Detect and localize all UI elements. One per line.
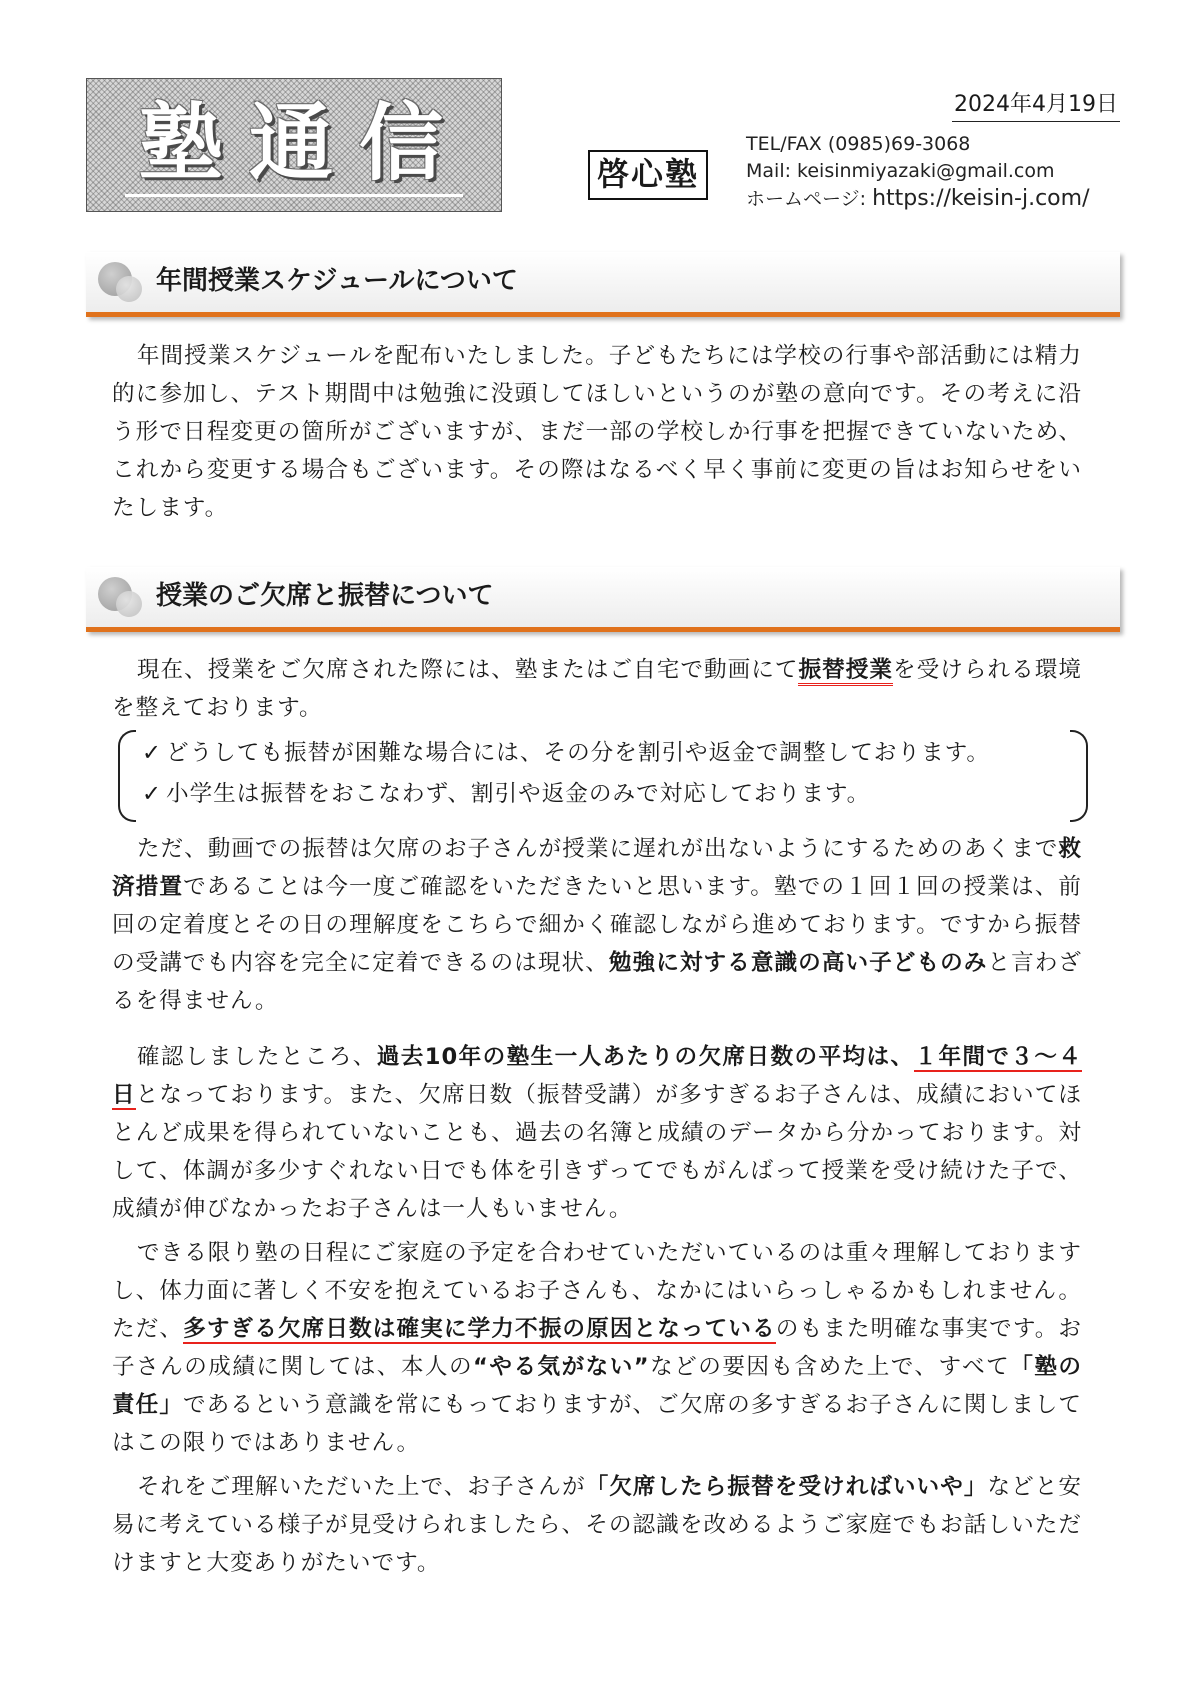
emphasis-no-motivation: “やる気がない” <box>473 1354 650 1380</box>
check-list-item <box>142 774 870 814</box>
emphasis-makeup-class: 振替授業 <box>798 657 893 686</box>
absence-paragraph-4 <box>112 1234 1082 1462</box>
school-name: 啓心塾 <box>588 150 708 200</box>
absence-paragraph-2 <box>112 830 1082 1020</box>
text-run: と言わざるを得ません。 <box>112 950 1083 1014</box>
text-run: を受けられる環境を整えております。 <box>112 657 1083 721</box>
homepage <box>746 185 1089 213</box>
emphasis-quote: 「欠席したら振替を受ければいいや」 <box>585 1474 988 1500</box>
text-run: ただ、動画での振替は欠席のお子さんが授業に遅れが出ないようにするためのあくまで <box>136 836 1059 862</box>
check-item-text: 小学生は振替をおこなわず、割引や返金のみで対応しております。 <box>166 781 871 807</box>
check-icon: ✓ <box>142 781 162 807</box>
bullet-circle-icon <box>116 276 142 302</box>
homepage-link[interactable]: https://keisin-j.com/ <box>872 186 1090 211</box>
section-title: 授業のご欠席と振替について <box>156 581 494 611</box>
title-underline <box>125 194 463 197</box>
text-run: それをご理解いただいた上で、お子さんが <box>136 1474 586 1500</box>
homepage-label: ホームページ: <box>746 188 873 210</box>
emphasis-days-per-year: １年間で３～４日 <box>112 1044 1082 1108</box>
emphasis-motivated-kids: 勉強に対する意識の高い子どものみ <box>608 950 988 976</box>
text-run: であるという意識を常にもっておりますが、ご欠席の多すぎるお子さんに関しましてはこの限りではありません。 <box>112 1392 1083 1456</box>
tel-fax: TEL/FAX (0985)69-3068 <box>746 133 971 155</box>
text-run: 確認しましたところ、 <box>136 1044 377 1070</box>
emphasis-relief: 救済措置 <box>112 836 1082 900</box>
text-run: のもまた明確な事実です。お子さんの成績に関しては、本人の <box>112 1316 1083 1380</box>
check-list-item <box>142 733 990 773</box>
text-run: などと安易に考えている様子が見受けられましたら、その認識を改めるようご家庭でもお話しいただけますと大変ありがたいです。 <box>112 1474 1082 1576</box>
section-title: 年間授業スケジュールについて <box>156 266 518 296</box>
text-run: であることは今一度ご確認をいただきたいと思います。塾での１回１回の授業は、前回の定着度とその日の理解度をこちらで細かく確認しながら進めております。ですから振替の受講でも内容を完全に定着できるのは現状、 <box>112 874 1082 976</box>
contact-info <box>746 131 1089 213</box>
issue-date: 2024年4月19日 <box>952 90 1120 122</box>
text-run: 現在、授業をご欠席された際には、塾またはご自宅で動画にて <box>136 657 799 683</box>
newsletter-title: 塾通信 <box>138 94 469 192</box>
check-icon: ✓ <box>142 740 162 766</box>
text-run: などの要因も含めた上で、すべて <box>649 1354 1011 1380</box>
check-item-text: どうしても振替が困難な場合には、その分を割引や返金で調整しております。 <box>166 740 990 766</box>
emphasis-cause: 多すぎる欠席日数は確実に学力不振の原因となっている <box>183 1316 776 1342</box>
left-bracket <box>118 730 136 822</box>
section-header-absence <box>86 567 1120 632</box>
text-run: となっております。また、欠席日数（振替受講）が多すぎるお子さんは、成績においてほとんど成果を得られていないことも、過去の名簿と成績のデータから分かっております。対して、体調が多少すぐれない日でも体を引きずってでもがんばって授業を受け続けた子で、成績が伸びなかったお子さんは一人もいません。 <box>112 1082 1083 1222</box>
emphasis-average: 過去10年の塾生一人あたりの欠席日数の平均は、 <box>376 1044 915 1070</box>
emphasis-responsibility: 「塾の責任」 <box>112 1354 1082 1418</box>
absence-paragraph-3 <box>112 1038 1082 1228</box>
absence-paragraph-1 <box>112 651 1082 727</box>
mail-address: Mail: keisinmiyazaki@gmail.com <box>746 160 1055 182</box>
newsletter-title-box <box>86 78 502 212</box>
schedule-paragraph: 年間授業スケジュールを配布いたしました。子どもたちには学校の行事や部活動には精力的に参加し、テスト期間中は勉強に没頭してほしいというのが塾の意向です。その考えに沿う形で日程変更の箇所がございますが、まだ一部の学校しか行事を把握できていないため、これから変更する場合もございます。その際はなるべく早く事前に変更の旨はお知らせをいたします。 <box>112 343 1082 521</box>
section-header-schedule <box>86 252 1120 317</box>
note-bracket-box <box>118 730 1088 818</box>
text-run: できる限り塾の日程にご家庭の予定を合わせていただいているのは重々理解しておりますし、体力面に著しく不安を抱えているお子さんも、なかにはいらっしゃるかもしれません。ただ、 <box>112 1240 1082 1342</box>
right-bracket <box>1070 730 1088 822</box>
absence-paragraph-5 <box>112 1468 1082 1582</box>
bullet-circle-icon <box>116 591 142 617</box>
